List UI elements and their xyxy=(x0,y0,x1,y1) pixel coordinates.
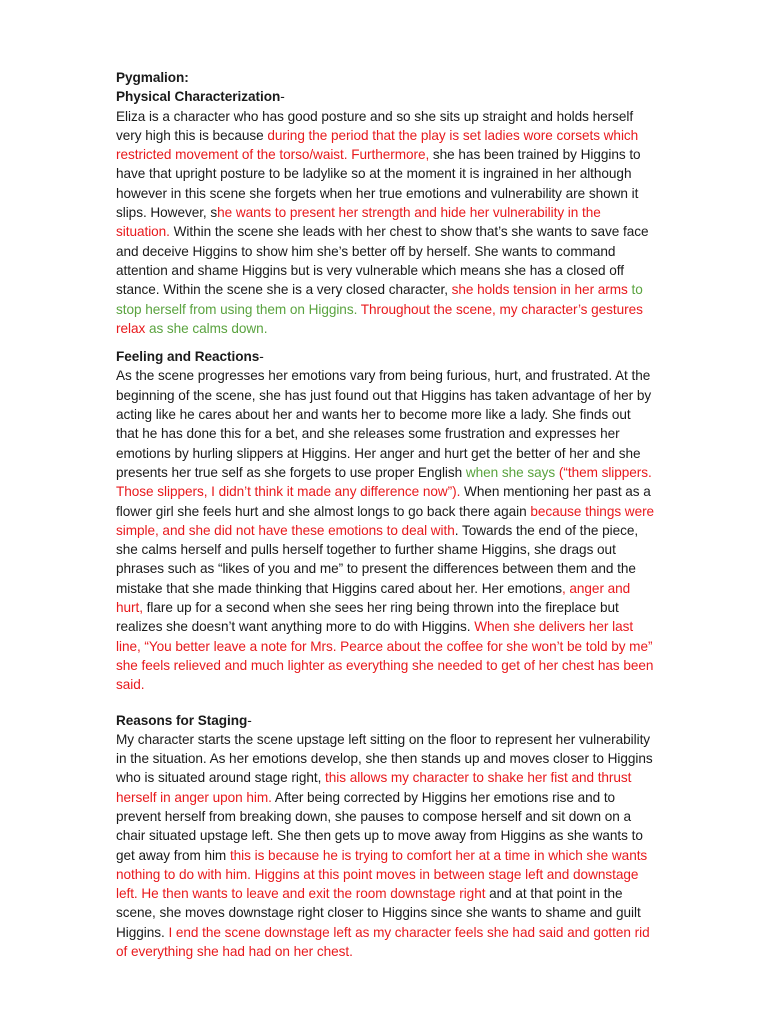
text-segment-red: (“them slippers. Those slippers, I didn’t think it made any difference now”). xyxy=(116,464,652,500)
section-feeling-and-reactions xyxy=(116,347,656,694)
text-segment-black: - xyxy=(280,89,285,105)
text-segment-green: to stop herself from using them on Higgins. xyxy=(116,282,643,317)
text-segment-black: When mentioning her past as a flower girl she feels hurt and she almost longs to go back there again xyxy=(116,484,651,519)
text-segment-red: When she delivers her last line, “You better leave a note for Mrs. Pearce about the coffee for she won’t be told by me” she feels relieved and much lighter as everything she needed to get of her chest has been said. xyxy=(116,619,654,693)
text-segment-red: Throughout the scene, my character’s gestures relax xyxy=(116,301,643,336)
text-segment-black: . Towards the end of the piece, she calms herself and pulls herself together to further shame Higgins, she drags out phrases such as “likes of you and me” to present the differences between them and the mistake that she made thinking that Higgins cared about her. Her emotions xyxy=(116,522,639,596)
text-segment-black: After being corrected by Higgins her emotions rise and to prevent herself from breaking down, she pauses to compose herself and sit down on a chair situated upstage left. She then gets up to move away from Higgins as she wants to get away from him xyxy=(116,789,643,863)
text-segment-black: Eliza is a character who has good posture and so she sits up straight and holds herself very high this is because xyxy=(116,108,634,143)
text-segment-black: Within the scene she leads with her chest to show that’s she wants to save face and deceive Higgins to show him she’s better off by herself. She wants to command attention and shame Higgins but is very vulnerable which means she has a closed off stance. Within the scene she is a very closed character, xyxy=(116,224,649,298)
text-segment-red: during the period that the play is set ladies wore corsets which restricted movement of the torso/waist. Furthermore, xyxy=(116,127,639,163)
text-segment-red: I end the scene downstage left as my character feels she had said and gotten rid of everything she had had on her chest. xyxy=(116,924,650,960)
text-segment-black: and at that point in the scene, she moves downstage right closer to Higgins since she wants to shame and guilt Higgins. xyxy=(116,886,641,940)
text-segment-black: flare up for a second when she sees her ring being thrown into the fireplace but realizes she doesn’t want anything more to do with Higgins. xyxy=(116,600,619,635)
section-physical-characterization xyxy=(116,87,656,338)
text-segment-red: he wants to present her strength and hide her vulnerability in the situation. xyxy=(116,205,601,240)
text-segment-black: As the scene progresses her emotions vary from being furious, hurt, and frustrated. At the beginning of the scene, she has just found out that Higgins has taken advantage of her by acting like he cares about her and wants her to become more like a lady. She finds out that he has done this for a bet, and she releases some frustration and expresses her emotions by hurling slippers at Higgins. Her anger and hurt get the better of her and she presents her true self as she forgets to use proper English xyxy=(116,368,652,480)
section-heading: Feeling and Reactions xyxy=(116,349,260,365)
text-segment-black: - xyxy=(259,349,264,365)
text-segment-red: because things were simple, and she did not have these emotions to deal with xyxy=(116,503,655,538)
document-title: Pygmalion: xyxy=(116,70,189,85)
section-heading: Reasons for Staging xyxy=(116,712,248,728)
text-segment-black: My character starts the scene upstage left sitting on the floor to represent her vulnerability in the situation. As her emotions develop, she then stands up and moves closer to Higgins who is situated around stage right, xyxy=(116,731,653,786)
text-segment-black: - xyxy=(247,712,252,728)
text-segment-green: when she says xyxy=(465,464,556,480)
section-heading: Physical Characterization xyxy=(116,89,281,105)
document-body xyxy=(116,87,656,961)
text-segment-black: she has been trained by Higgins to have that upright posture to be ladylike so at the moment it is ingrained in her although however in this scene she forgets when her true emotions and vulnerability are shown it slips. However, s xyxy=(116,147,641,221)
section-reasons-for-staging xyxy=(116,711,656,962)
text-segment-red: this is because he is trying to comfort her at a time in which she wants nothing to do with him. Higgins at this point moves in between stage left and downstage left. He then wants to leave and exit the room downstage right xyxy=(116,847,648,902)
text-segment-red: she holds tension in her arms xyxy=(451,282,628,298)
text-segment-red: , anger and hurt, xyxy=(116,580,631,616)
text-segment-red: this allows my character to shake her fist and thrust herself in anger upon him. xyxy=(116,770,632,805)
document-page xyxy=(116,68,656,961)
text-segment-green: as she calms down. xyxy=(145,320,268,336)
